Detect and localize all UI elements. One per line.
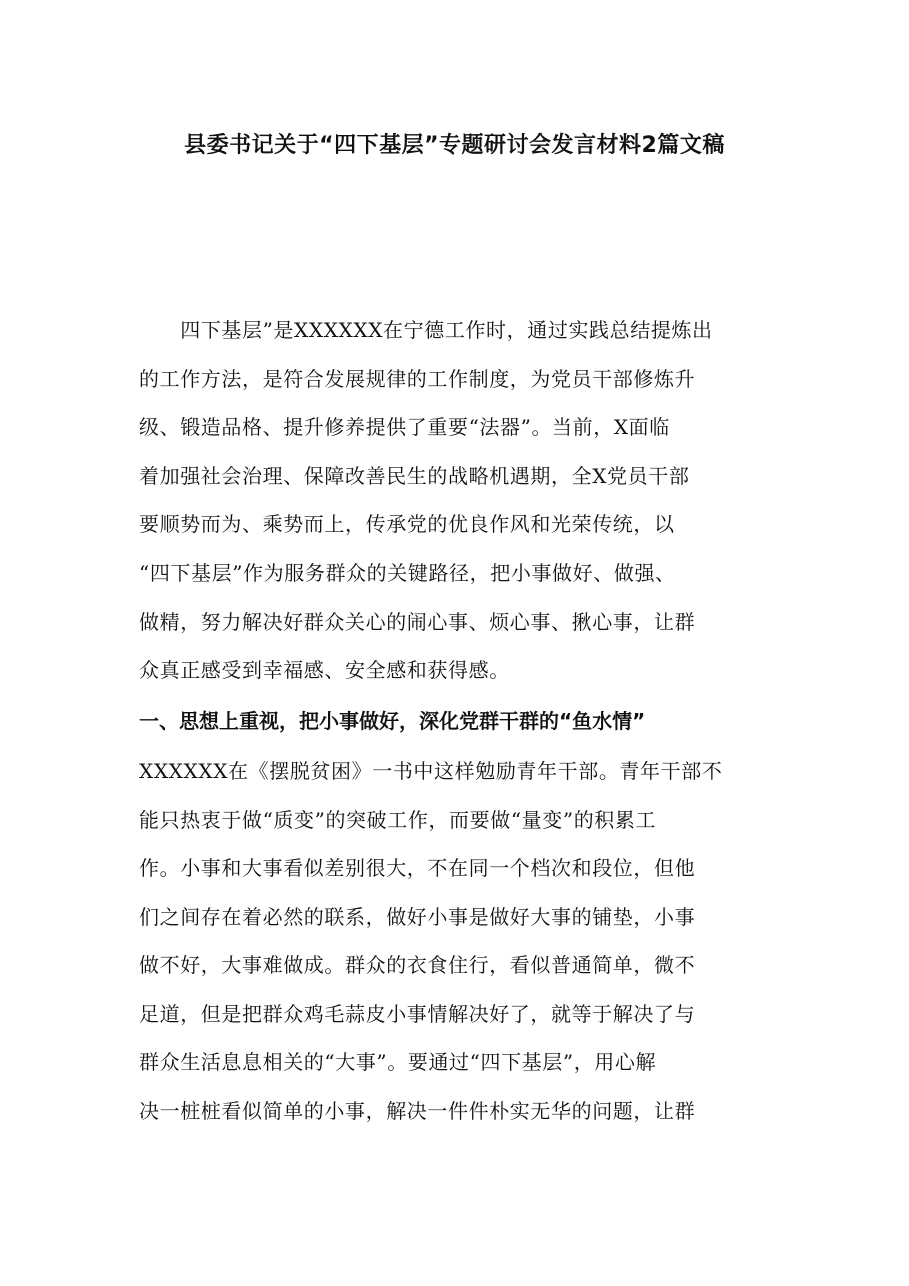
document-title: 县委书记关于“四下基层”专题研讨会发言材料2篇文稿 (184, 133, 725, 158)
intro-paragraph (139, 306, 771, 695)
text-line: 做精，努力解决好群众关心的闹心事、烦心事、揪心事，让群 (139, 609, 696, 634)
text-line: 足道，但是把群众鸡毛蒜皮小事情解决好了，就等于解决了与 (139, 1001, 696, 1026)
text-line: 们之间存在着必然的联系，做好小事是做好大事的铺垫，小事 (139, 904, 696, 929)
text-line: 群众生活息息相关的“大事”。要通过“四下基层”，用心解 (139, 1050, 657, 1074)
text-line: 要顺势而为、乘势而上，传承党的优良作风和光荣传统，以 (139, 512, 675, 537)
text-line: 决一桩桩看似简单的小事，解决一件件朴实无华的问题，让群 (139, 1098, 696, 1123)
text-line: 四下基层”是XXXXXX在宁德工作时，通过实践总结提炼出 (139, 318, 713, 342)
text-line: 的工作方法，是符合发展规律的工作制度，为党员干部修炼升 (139, 366, 696, 391)
text-line: 级、锻造品格、提升修养提供了重要“法器”。当前，X面临 (139, 415, 670, 440)
section-1-paragraph (139, 747, 771, 1135)
text-line: 作。小事和大事看似差别很大，不在同一个档次和段位，但他 (139, 856, 696, 880)
text-line: 众真正感受到幸福感、安全感和获得感。 (139, 658, 510, 683)
text-line: 能只热衷于做“质变”的突破工作，而要做“量变”的积累工 (139, 807, 657, 832)
text-line: 着加强社会治理、保障改善民生的战略机遇期，全X党员干部 (139, 463, 690, 488)
text-line: 做不好，大事难做成。群众的衣食住行，看似普通简单，微不 (139, 953, 696, 977)
text-line: XXXXXX在《摆脱贫困》一书中这样勉励青年干部。青年干部不 (139, 759, 723, 783)
section-heading-1: 一、思想上重视，把小事做好，深化党群干群的“鱼水情” (139, 709, 646, 733)
text-line: “四下基层”作为服务群众的关键路径，把小事做好、做强、 (139, 560, 676, 585)
